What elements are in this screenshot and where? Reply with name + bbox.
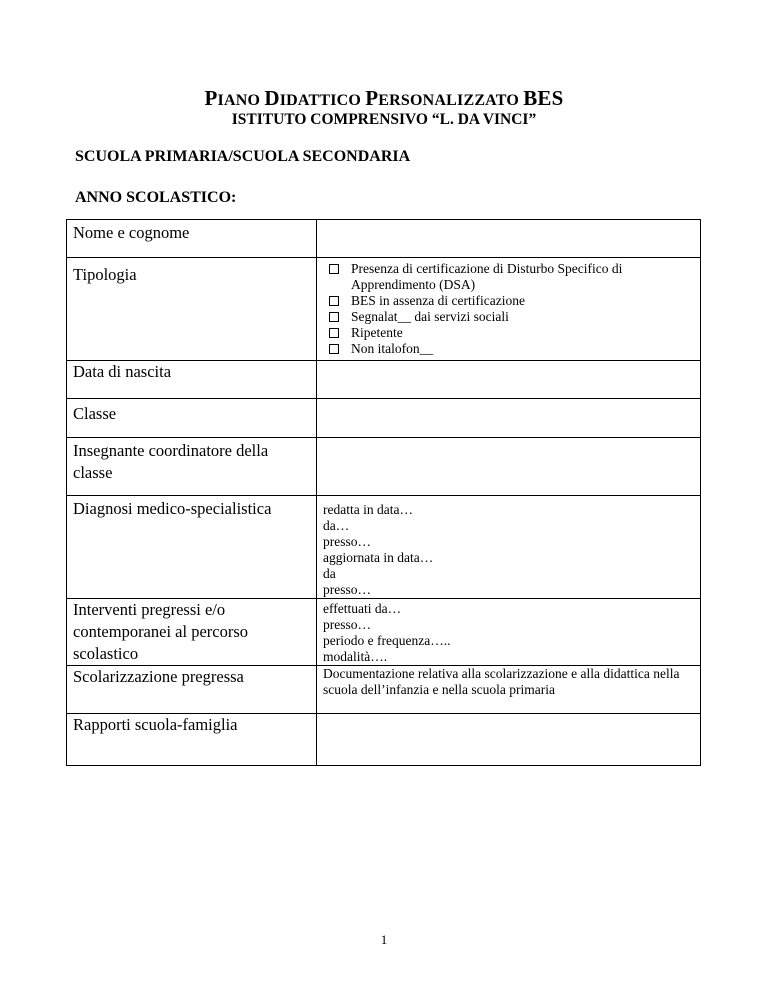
rapporti-field[interactable]: [317, 714, 701, 766]
nascita-label: Data di nascita: [67, 361, 317, 399]
checkbox-icon[interactable]: [329, 264, 339, 274]
rapporti-label: Rapporti scuola-famiglia: [67, 714, 317, 766]
school-level: SCUOLA PRIMARIA/SCUOLA SECONDARIA: [75, 148, 411, 165]
row-rapporti: [67, 714, 701, 766]
interventi-label: Interventi pregressi e/o contemporanei al percorso scolastico: [67, 599, 317, 666]
interventi-line: presso…: [323, 617, 371, 632]
scolarizzazione-label: Scolarizzazione pregressa: [67, 666, 317, 714]
diagnosi-line: da: [323, 566, 336, 581]
checkbox-icon[interactable]: [329, 344, 339, 354]
interventi-line: periodo e frequenza…..: [323, 633, 451, 648]
diagnosi-line: da…: [323, 518, 350, 533]
checklist-item[interactable]: Non italofon__: [351, 341, 694, 357]
checkbox-icon[interactable]: [329, 312, 339, 322]
row-nascita: [67, 361, 701, 399]
student-info-table: [66, 219, 701, 766]
diagnosi-label: Diagnosi medico-specialistica: [67, 496, 317, 599]
diagnosi-line: aggiornata in data…: [323, 550, 434, 565]
diagnosi-field: [317, 496, 701, 599]
interventi-line: modalità….: [323, 649, 388, 664]
classe-label: Classe: [67, 399, 317, 438]
document-subtitle: ISTITUTO COMPRENSIVO “L. DA VINCI”: [231, 111, 537, 128]
checklist-item[interactable]: BES in assenza di certificazione: [351, 293, 694, 309]
nome-label: Nome e cognome: [67, 220, 317, 258]
interventi-field: [317, 599, 701, 666]
checkbox-icon[interactable]: [329, 296, 339, 306]
row-classe: [67, 399, 701, 438]
diagnosi-line: presso…: [323, 534, 371, 549]
row-tipologia: [67, 258, 701, 361]
diagnosi-line: presso…: [323, 582, 371, 597]
classe-field[interactable]: [317, 399, 701, 438]
school-year-label: ANNO SCOLASTICO:: [75, 189, 237, 206]
tipologia-field: [317, 258, 701, 361]
tipologia-checklist: [323, 261, 694, 357]
page-number: 1: [380, 932, 388, 947]
document-title: PIANO DIDATTICO PERSONALIZZATO BES: [204, 86, 564, 110]
row-coordinatore: [67, 438, 701, 496]
nascita-field[interactable]: [317, 361, 701, 399]
row-scolarizzazione: [67, 666, 701, 714]
checklist-item[interactable]: Presenza di certificazione di Disturbo Specifico di Apprendimento (DSA): [351, 261, 694, 293]
row-interventi: [67, 599, 701, 666]
row-diagnosi: [67, 496, 701, 599]
checkbox-icon[interactable]: [329, 328, 339, 338]
interventi-line: effettuati da…: [323, 601, 402, 616]
nome-field[interactable]: [317, 220, 701, 258]
scolarizzazione-field: Documentazione relativa alla scolarizzazione e alla didattica nella scuola dell’infanzia e nella scuola primaria: [317, 666, 701, 714]
checklist-item[interactable]: Ripetente: [351, 325, 694, 341]
coordinatore-field[interactable]: [317, 438, 701, 496]
row-nome: [67, 220, 701, 258]
checklist-item[interactable]: Segnalat__ dai servizi sociali: [351, 309, 694, 325]
coordinatore-label: Insegnante coordinatore della classe: [67, 438, 317, 496]
tipologia-label: Tipologia: [67, 258, 317, 361]
diagnosi-line: redatta in data…: [323, 502, 413, 517]
